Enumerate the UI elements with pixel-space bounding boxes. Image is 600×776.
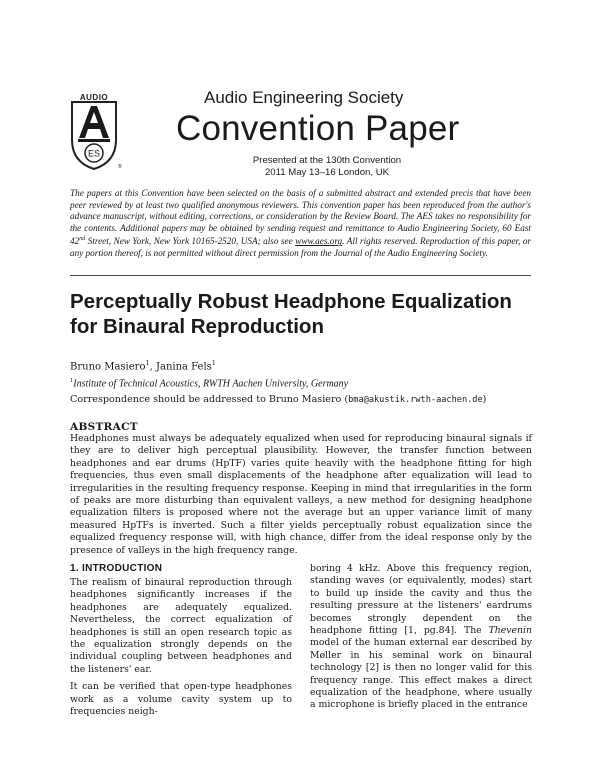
aes-notice: The papers at this Convention have been selected on the basis of a submitted abstract and extended precis that have been peer reviewed by at least two qualified anonymous reviewers. This convention paper has been reproduced from the author's advance manuscript, without editing, corrections, or consideration by the Review Board. The AES takes no responsibility for the contents. Additional papers may be obtained by sending request and remittance to Audio Engineering Society, 60 East 42nd Street, New York, New York 10165-2520, USA; also see www.aes.org. All rights reserved. Reproduction of this paper, or any portion thereof, is not permitted without direct permission from the Journal of the Audio Engineering Society. [70,188,531,259]
paper-title-line-2: for Binaural Reproduction [70,315,324,338]
right-column [310,563,532,712]
paper-title [70,289,540,339]
header-rule [70,275,531,276]
introduction-heading: 1. INTRODUCTION [70,563,163,574]
authors: Bruno Masiero$^1$, Janina Fels$^1$ [70,359,216,373]
presented-block [0,155,600,179]
abstract-text: Headphones must always be adequately equalized when used for reproducing binaural signals if they are to deliver high perceptual plausibility. However, the transfer function between headphones and ear drums (HpTF) varies quite heavily with the headphone fitting for high frequencies, thus even small displacements of the headphone after equalization will lead to irregularities in the resulting frequency response. Keeping in mind that irregularities in the form of peaks are more disturbing than equivalent valleys, a new method for designing headphone equalization filters is proposed where not the average but an upper variance limit of many measured HpTFs is inverted. Such a filter yields perceptually robust equalization since the equalized frequency response will, with high chance, differ from the ideal response only by the presence of valleys in the high frequency range. [70,433,532,556]
affiliation: $^1$Institute of Technical Acoustics, RWTH Aachen University, Germany [70,377,349,390]
intro-paragraph-2: It can be verified that open-type headphones work as a volume cavity system up to frequencies neigh- [70,681,292,718]
left-column [70,577,292,723]
paper-title-line-1: Perceptually Robust Headphone Equalization [70,290,512,313]
intro-paragraph-1: The realism of binaural reproduction through headphones significantly increases if the headphones are adequately equalized. Nevertheless, the correct equalization of headphones is still an open research topic as the equalization strongly depends on the individual coupling between headphones and the listeners' ear. [70,577,292,675]
logo-text-bottom: ES [87,148,101,159]
society-name: Audio Engineering Society [204,88,404,107]
aes-link[interactable]: www.aes.org [295,236,343,247]
intro-paragraph-3: boring 4 kHz. Above this frequency region, standing waves (or equivalently, modes) start to build up inside the cavity and thus the resulting pressure at the listeners' eardrums becomes strongly dependent on the headphone fitting [1, pg.84]. The Thevenin model of the human external ear described by Møller in his seminal work on binaural technology [2] is then no longer valid for this frequency range. This effect makes a direct equalization of the headphone, where usually a microphone is briefly placed in the entrance [310,563,532,711]
presented-line-1: Presented at the 130th Convention [252,155,402,166]
correspondence-email[interactable]: bma@akustik.rwth-aachen.de [348,395,483,405]
presented-line-2: 2011 May 13–16 London, UK [264,167,390,178]
svg-text:®: ® [118,164,122,170]
convention-paper-title: Convention Paper [176,109,460,148]
abstract-heading: ABSTRACT [70,421,138,433]
logo-text-top: AUDIO [79,93,109,102]
correspondence: Correspondence should be addressed to Bruno Masiero (bma@akustik.rwth-aachen.de) [70,394,487,405]
